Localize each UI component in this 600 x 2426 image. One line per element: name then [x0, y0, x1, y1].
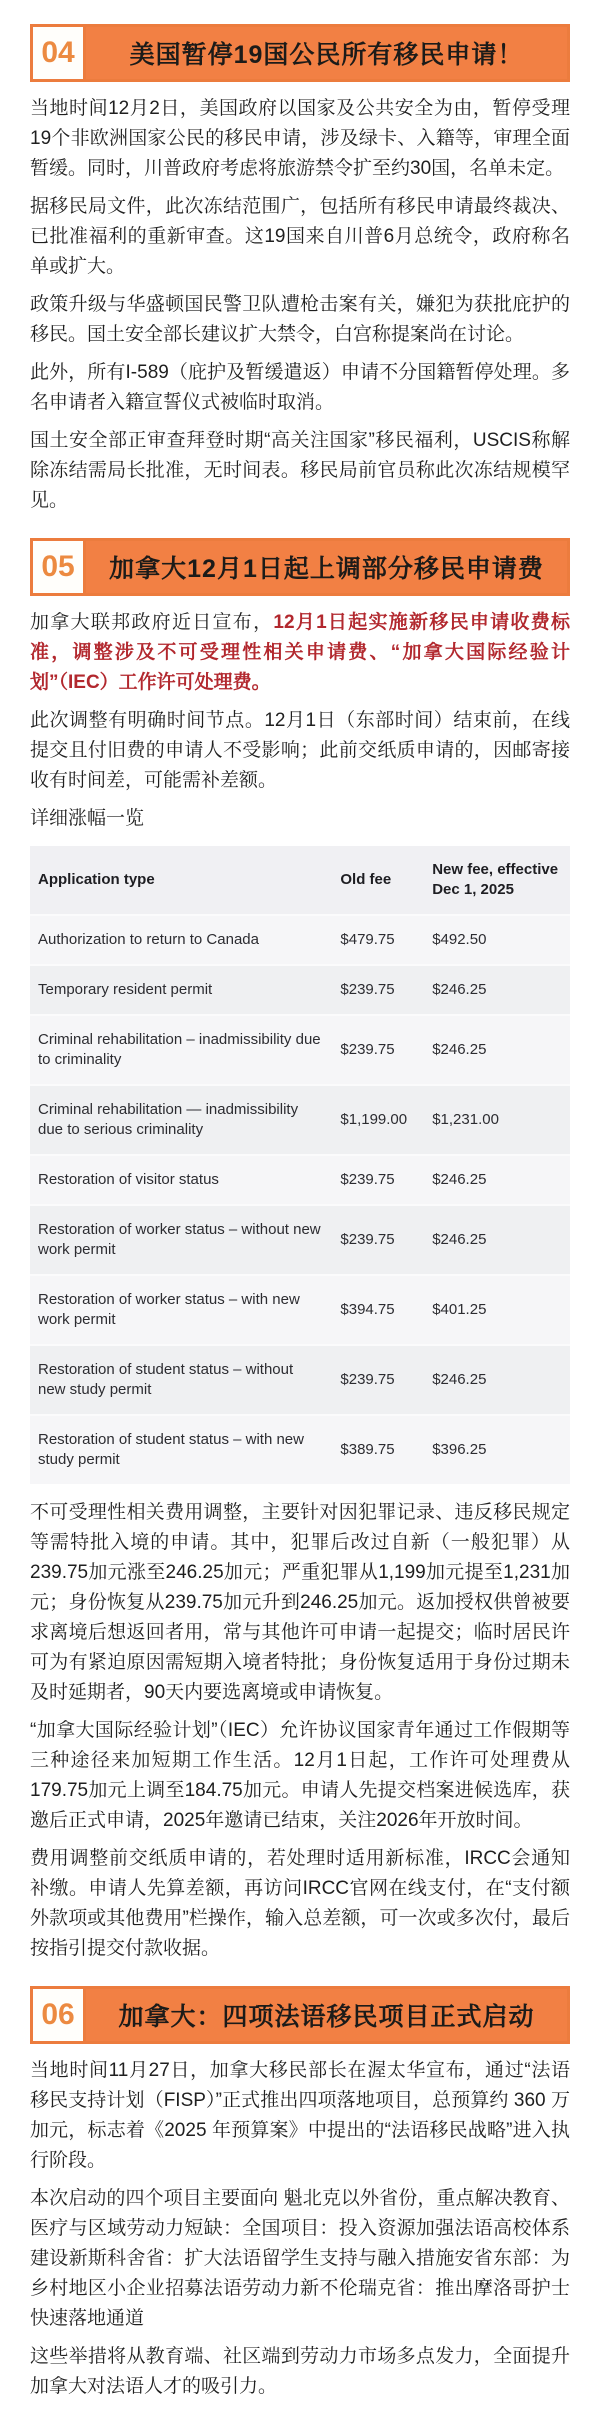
column-header-old-fee: Old fee [332, 846, 424, 915]
table-row [30, 1085, 570, 1155]
cell-new-fee: $492.50 [424, 915, 570, 965]
table-row [30, 1205, 570, 1275]
cell-application-type: Restoration of worker status – with new work permit [30, 1275, 332, 1345]
cell-new-fee: $246.25 [424, 1205, 570, 1275]
cell-new-fee: $401.25 [424, 1275, 570, 1345]
section-header-05 [30, 538, 570, 596]
cell-old-fee: $239.75 [332, 1155, 424, 1205]
cell-new-fee: $246.25 [424, 1345, 570, 1415]
section-title: 美国暂停19国公民所有移民申请！ [129, 41, 524, 69]
cell-old-fee: $239.75 [332, 1015, 424, 1085]
paragraph: 此外，所有I-589（庇护及暂缓遣返）申请不分国籍暂停处理。多名申请者入籍宣誓仪式被临时取消。 [30, 362, 570, 413]
paragraph: 政策升级与华盛顿国民警卫队遭枪击案有关，嫌犯为获批庇护的移民。国土安全部长建议扩大禁令，白宫称提案尚在讨论。 [30, 294, 570, 345]
paragraph: 费用调整前交纸质申请的，若处理时适用新标准，IRCC会通知补缴。申请人先算差额，再访问IRCC官网在线支付，在“支付额外款项或其他费用”栏操作，输入总差额，可一次或多次付，最后按指引提交付款收据。 [30, 1848, 570, 1959]
cell-application-type: Authorization to return to Canada [30, 915, 332, 965]
table-row [30, 1155, 570, 1205]
cell-new-fee: $246.25 [424, 965, 570, 1015]
section-number: 04 [33, 27, 86, 79]
cell-old-fee: $479.75 [332, 915, 424, 965]
cell-old-fee: $1,199.00 [332, 1085, 424, 1155]
cell-application-type: Restoration of visitor status [30, 1155, 332, 1205]
paragraph: 本次启动的四个项目主要面向 魁北克以外省份，重点解决教育、医疗与区域劳动力短缺：全国项目：投入资源加强法语高校体系建设新斯科舍省：扩大法语留学生支持与融入措施安省东部：为乡村地区小企业招募法语劳动力新不伦瑞克省：推出摩洛哥护士快速落地通道 [30, 2188, 570, 2329]
paragraph: 这些举措将从教育端、社区端到劳动力市场多点发力，全面提升加拿大对法语人才的吸引力。 [30, 2346, 570, 2397]
intro-plain-text: 加拿大联邦政府近日宣布， [30, 612, 274, 633]
section-header-04 [30, 24, 570, 82]
section-title: 加拿大12月1日起上调部分移民申请费 [109, 555, 544, 583]
table-row [30, 1015, 570, 1085]
section-number: 05 [33, 541, 86, 593]
cell-application-type: Restoration of worker status – without new work permit [30, 1205, 332, 1275]
column-header-application-type: Application type [30, 846, 332, 915]
table-row [30, 1275, 570, 1345]
section-header-06 [30, 1986, 570, 2044]
paragraph: 据移民局文件，此次冻结范围广，包括所有移民申请最终裁决、已批准福利的重新审查。这19国来自川普6月总统令，政府称名单或扩大。 [30, 196, 570, 277]
cell-application-type: Temporary resident permit [30, 965, 332, 1015]
cell-old-fee: $239.75 [332, 1345, 424, 1415]
cell-old-fee: $239.75 [332, 965, 424, 1015]
paragraph: 当地时间12月2日，美国政府以国家及公共安全为由，暂停受理19个非欧洲国家公民的移民申请，涉及绿卡、入籍等，审理全面暂缓。同时，川普政府考虑将旅游禁令扩至约30国，名单未定。 [30, 98, 570, 179]
cell-application-type: Criminal rehabilitation – inadmissibility due to criminality [30, 1015, 332, 1085]
table-header-row [30, 846, 570, 915]
cell-new-fee: $396.25 [424, 1415, 570, 1484]
paragraph: 不可受理性相关费用调整，主要针对因犯罪记录、违反移民规定等需特批入境的申请。其中，犯罪后改过自新（一般犯罪）从239.75加元涨至246.25加元；严重犯罪从1,199加元提至1,231加元；身份恢复从239.75加元升到246.25加元。返加授权供曾被要求离境后想返回者用，常与其他许可申请一起提交；临时居民许可为有紧迫原因需短期入境者特批；身份恢复适用于身份过期未及时延期者，90天内要选离境或申请恢复。 [30, 1502, 570, 1703]
fee-table [30, 846, 570, 1484]
cell-new-fee: $246.25 [424, 1015, 570, 1085]
table-row [30, 1345, 570, 1415]
section-title: 加拿大：四项法语移民项目正式启动 [118, 2003, 535, 2031]
cell-application-type: Restoration of student status – with new study permit [30, 1415, 332, 1484]
paragraph: 国土安全部正审查拜登时期“高关注国家”移民福利，USCIS称解除冻结需局长批准，无时间表。移民局前官员称此次冻结规模罕见。 [30, 430, 570, 511]
cell-old-fee: $239.75 [332, 1205, 424, 1275]
cell-old-fee: $394.75 [332, 1275, 424, 1345]
cell-application-type: Criminal rehabilitation — inadmissibility due to serious criminality [30, 1085, 332, 1155]
cell-new-fee: $246.25 [424, 1155, 570, 1205]
cell-old-fee: $389.75 [332, 1415, 424, 1484]
section-number: 06 [33, 1989, 86, 2041]
table-caption: 详细涨幅一览 [30, 808, 145, 829]
table-row [30, 1415, 570, 1484]
intro-highlight-text: 12月1日起实施新移民申请收费标准，调整涉及不可受理性相关申请费、“加拿大国际经验计划”（IEC）工作许可处理费。 [30, 612, 570, 693]
cell-application-type: Restoration of student status – without new study permit [30, 1345, 332, 1415]
paragraph: “加拿大国际经验计划”（IEC）允许协议国家青年通过工作假期等三种途径来加短期工作生活。12月1日起，工作许可处理费从179.75加元上调至184.75加元。申请人先提交档案进候选库，获邀后正式申请，2025年邀请已结束，关注2026年开放时间。 [30, 1720, 570, 1831]
paragraph: 此次调整有明确时间节点。12月1日（东部时间）结束前，在线提交且付旧费的申请人不受影响；此前交纸质申请的，因邮寄接收有时间差，可能需补差额。 [30, 710, 570, 791]
paragraph: 当地时间11月27日，加拿大移民部长在渥太华宣布，通过“法语移民支持计划（FISP）”正式推出四项落地项目，总预算约 360 万加元，标志着《2025 年预算案》中提出的“法语移民战略”进入执行阶段。 [30, 2060, 570, 2171]
paragraph-intro [30, 608, 570, 698]
table-row [30, 965, 570, 1015]
column-header-new-fee: New fee, effective Dec 1, 2025 [424, 846, 570, 915]
table-row [30, 915, 570, 965]
cell-new-fee: $1,231.00 [424, 1085, 570, 1155]
